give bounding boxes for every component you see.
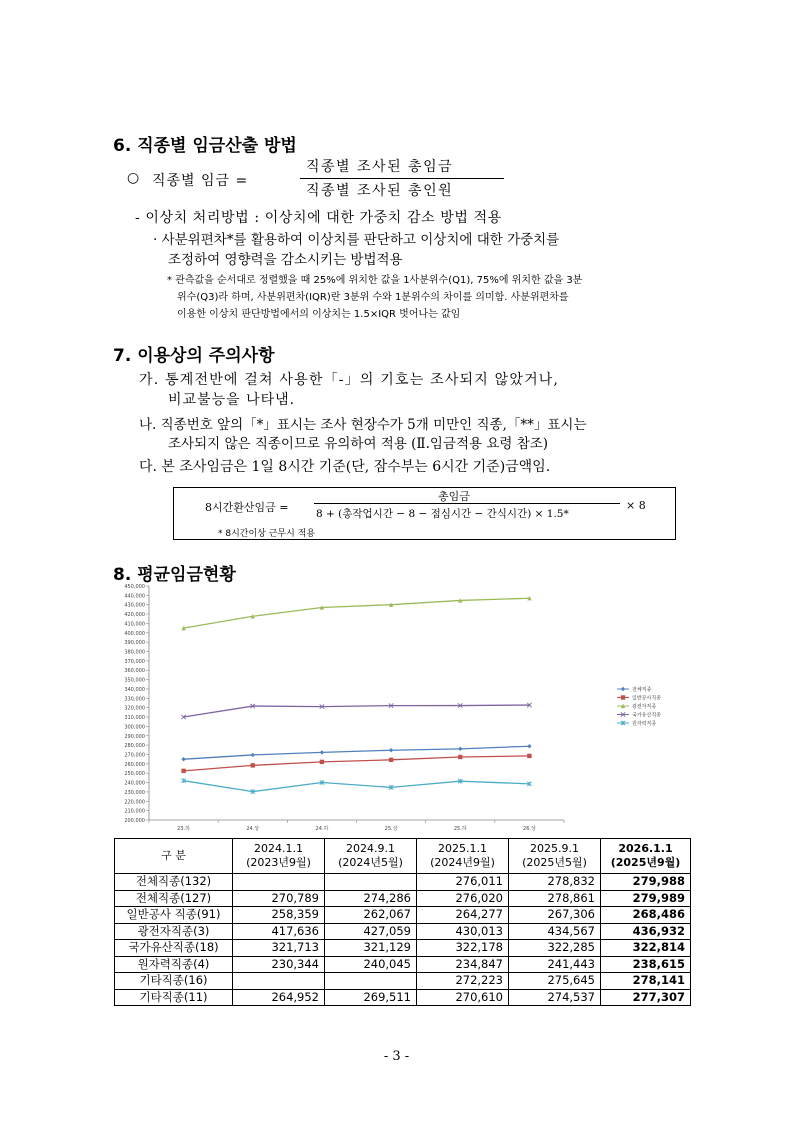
table-row <box>115 940 691 957</box>
y-tick-label: 350,000 <box>124 677 145 684</box>
cell: 322,178 <box>417 940 509 957</box>
data-point <box>181 769 185 773</box>
cell <box>233 874 325 891</box>
y-tick-label: 420,000 <box>124 612 145 619</box>
formula-num: 총임금 <box>438 490 470 503</box>
header-col-2: 2024.9.1 (2024년5월) <box>325 839 417 874</box>
section8-title: 8. 평균임금현황 <box>113 565 236 585</box>
formula-fraction-bar <box>314 503 620 504</box>
formula-note: * 8시간이상 근무시 적용 <box>218 529 316 539</box>
cell: 274,286 <box>325 890 417 907</box>
header-col-5: 2026.1.1 (2025년9월) <box>601 839 691 874</box>
cell: 264,277 <box>417 907 509 924</box>
y-tick-label: 310,000 <box>124 715 145 722</box>
y-tick-label: 210,000 <box>124 808 145 815</box>
row-name: 전체직종(127) <box>115 890 233 907</box>
data-point <box>389 748 393 752</box>
cell: 278,832 <box>509 874 601 891</box>
table-header-row <box>115 839 691 874</box>
bullet-circle: ○ <box>127 170 140 186</box>
series-line <box>184 781 530 792</box>
cell: 321,129 <box>325 940 417 957</box>
cell: 258,359 <box>233 907 325 924</box>
data-point <box>527 744 531 748</box>
formula-numerator: 직종별 조사된 총임금 <box>306 159 454 175</box>
cell: 277,307 <box>601 989 691 1006</box>
data-point <box>251 763 255 767</box>
wage-line-chart <box>112 580 692 833</box>
cell: 270,789 <box>233 890 325 907</box>
x-tick-label: 23.하 <box>177 826 190 832</box>
header-category: 구 분 <box>115 839 233 874</box>
y-tick-label: 270,000 <box>124 752 145 759</box>
cell: 230,344 <box>233 956 325 973</box>
formula-mult: × 8 <box>626 499 646 512</box>
formula-lhs: 8시간환산임금 = <box>205 501 289 514</box>
data-point <box>320 760 324 764</box>
legend-label: 원자력직종 <box>632 721 657 727</box>
iqr-line-2: 조정하여 영향력을 감소시키는 방법적용 <box>168 252 403 268</box>
data-point <box>320 750 324 754</box>
table-row <box>115 989 691 1006</box>
cell: 234,847 <box>417 956 509 973</box>
y-tick-label: 280,000 <box>124 743 145 750</box>
wage-table <box>114 838 691 1006</box>
cell: 274,537 <box>509 989 601 1006</box>
y-tick-label: 320,000 <box>124 705 145 712</box>
cell: 436,932 <box>601 923 691 940</box>
iqr-note-1: * 관측값을 순서대로 정렬했을 때 25%에 위치한 값을 1사분위수(Q1), 75%에 위치한 값을 3분 <box>167 275 583 286</box>
x-tick-label: 24.상 <box>246 826 260 832</box>
cell: 321,713 <box>233 940 325 957</box>
y-tick-label: 440,000 <box>124 593 145 600</box>
formula-denominator: 직종별 조사된 총인원 <box>306 183 454 199</box>
row-name: 전체직종(132) <box>115 874 233 891</box>
y-tick-label: 330,000 <box>124 696 145 703</box>
row-name: 광전자직종(3) <box>115 923 233 940</box>
row-name: 국가유산직종(18) <box>115 940 233 957</box>
series-line <box>184 756 530 771</box>
outlier-method: - 이상치 처리방법 : 이상치에 대한 가중치 감소 방법 적용 <box>135 210 502 226</box>
note-da-line: 다. 본 조사임금은 1일 8시간 기준(단, 잠수부는 6시간 기준)금액임. <box>139 459 551 475</box>
y-tick-label: 390,000 <box>124 640 145 647</box>
cell: 267,306 <box>509 907 601 924</box>
y-tick-label: 450,000 <box>124 584 145 590</box>
data-point <box>458 755 462 759</box>
table-row <box>115 907 691 924</box>
y-tick-label: 430,000 <box>124 602 145 609</box>
table-row <box>115 956 691 973</box>
data-point <box>621 695 625 699</box>
note-na-line-1: 나. 직종번호 앞의「*」표시는 조사 현장수가 5개 미만인 직종,「**」표시는 <box>139 417 587 433</box>
y-tick-label: 300,000 <box>124 724 145 731</box>
cell: 268,486 <box>601 907 691 924</box>
x-tick-label: 25.하 <box>453 826 467 832</box>
cell: 278,861 <box>509 890 601 907</box>
header-col-4: 2025.9.1 (2025년5월) <box>509 839 601 874</box>
note-ga-line-2: 비교불능을 나타냄. <box>168 392 296 408</box>
cell: 322,285 <box>509 940 601 957</box>
section7-title: 7. 이용상의 주의사항 <box>113 346 275 366</box>
header-col-3: 2025.1.1 (2024년9월) <box>417 839 509 874</box>
cell <box>233 973 325 990</box>
cell: 417,636 <box>233 923 325 940</box>
fraction-bar <box>300 178 504 179</box>
note-na-line-2: 조사되지 않은 직종이므로 유의하여 적용 (Ⅱ.임금적용 요령 참조) <box>168 436 549 452</box>
cell: 270,610 <box>417 989 509 1006</box>
formula-label: 직종별 임금 = <box>152 173 249 189</box>
cell: 276,011 <box>417 874 509 891</box>
cell <box>325 874 417 891</box>
table-row <box>115 890 691 907</box>
cell: 262,067 <box>325 907 417 924</box>
cell <box>325 973 417 990</box>
x-tick-label: 26.상 <box>523 826 536 832</box>
formula-den: 8 + (총작업시간 − 8 − 점심시간 − 간식시간) × 1.5* <box>316 508 569 520</box>
iqr-line-1: · 사분위편차*를 활용하여 이상치를 판단하고 이상치에 대한 가중치를 <box>153 232 560 248</box>
y-tick-label: 360,000 <box>124 668 145 675</box>
iqr-note-3: 이용한 이상치 판단방법에서의 이상치는 1.5×IQR 벗어나는 값임 <box>177 309 461 320</box>
note-ga-line-1: 가. 통계전반에 걸쳐 사용한「-」의 기호는 조사되지 않았거나, <box>139 372 560 388</box>
series-line <box>184 705 530 717</box>
y-tick-label: 240,000 <box>124 780 145 787</box>
series-line <box>184 598 530 628</box>
row-name: 기타직종(16) <box>115 973 233 990</box>
data-point <box>458 747 462 751</box>
cell: 434,567 <box>509 923 601 940</box>
cell: 272,223 <box>417 973 509 990</box>
legend-label: 국가유산직종 <box>632 712 661 719</box>
y-tick-label: 230,000 <box>124 789 145 796</box>
section6-title: 6. 직종별 임금산출 방법 <box>113 136 297 156</box>
y-tick-label: 410,000 <box>124 621 145 628</box>
data-point <box>181 757 185 761</box>
y-tick-label: 370,000 <box>124 658 145 665</box>
header-col-1: 2024.1.1 (2023년9월) <box>233 839 325 874</box>
cell: 241,443 <box>509 956 601 973</box>
cell: 322,814 <box>601 940 691 957</box>
cell: 264,952 <box>233 989 325 1006</box>
cell: 279,989 <box>601 890 691 907</box>
y-tick-label: 380,000 <box>124 649 145 656</box>
y-tick-label: 290,000 <box>124 733 145 740</box>
cell: 279,988 <box>601 874 691 891</box>
y-tick-label: 340,000 <box>124 686 145 693</box>
row-name: 원자력직종(4) <box>115 956 233 973</box>
cell: 269,511 <box>325 989 417 1006</box>
iqr-note-2: 위수(Q3)라 하며, 사분위편차(IQR)란 3분위 수와 1분위수의 차이를 의미함. 사분위편차를 <box>177 292 569 303</box>
data-point <box>251 753 255 757</box>
cell: 240,045 <box>325 956 417 973</box>
y-tick-label: 400,000 <box>124 630 145 637</box>
cell: 430,013 <box>417 923 509 940</box>
table-row <box>115 973 691 990</box>
data-point <box>621 687 625 691</box>
y-tick-label: 250,000 <box>124 771 145 778</box>
page-number: - 3 - <box>383 1049 410 1064</box>
y-tick-label: 260,000 <box>124 761 145 768</box>
legend-label: 광전자직종 <box>632 704 657 710</box>
cell: 278,141 <box>601 973 691 990</box>
y-tick-label: 220,000 <box>124 799 145 806</box>
row-name: 기타직종(11) <box>115 989 233 1006</box>
y-tick-label: 200,000 <box>124 818 145 824</box>
legend-label: 일반공사직종 <box>632 695 661 702</box>
table-row <box>115 874 691 891</box>
table-row <box>115 923 691 940</box>
cell: 427,059 <box>325 923 417 940</box>
legend-label: 전체직종 <box>632 687 652 693</box>
x-tick-label: 25.상 <box>384 826 398 832</box>
cell: 275,645 <box>509 973 601 990</box>
row-name: 일반공사 직종(91) <box>115 907 233 924</box>
x-tick-label: 24.하 <box>315 826 329 832</box>
data-point <box>527 754 531 758</box>
cell: 238,615 <box>601 956 691 973</box>
data-point <box>389 758 393 762</box>
cell: 276,020 <box>417 890 509 907</box>
